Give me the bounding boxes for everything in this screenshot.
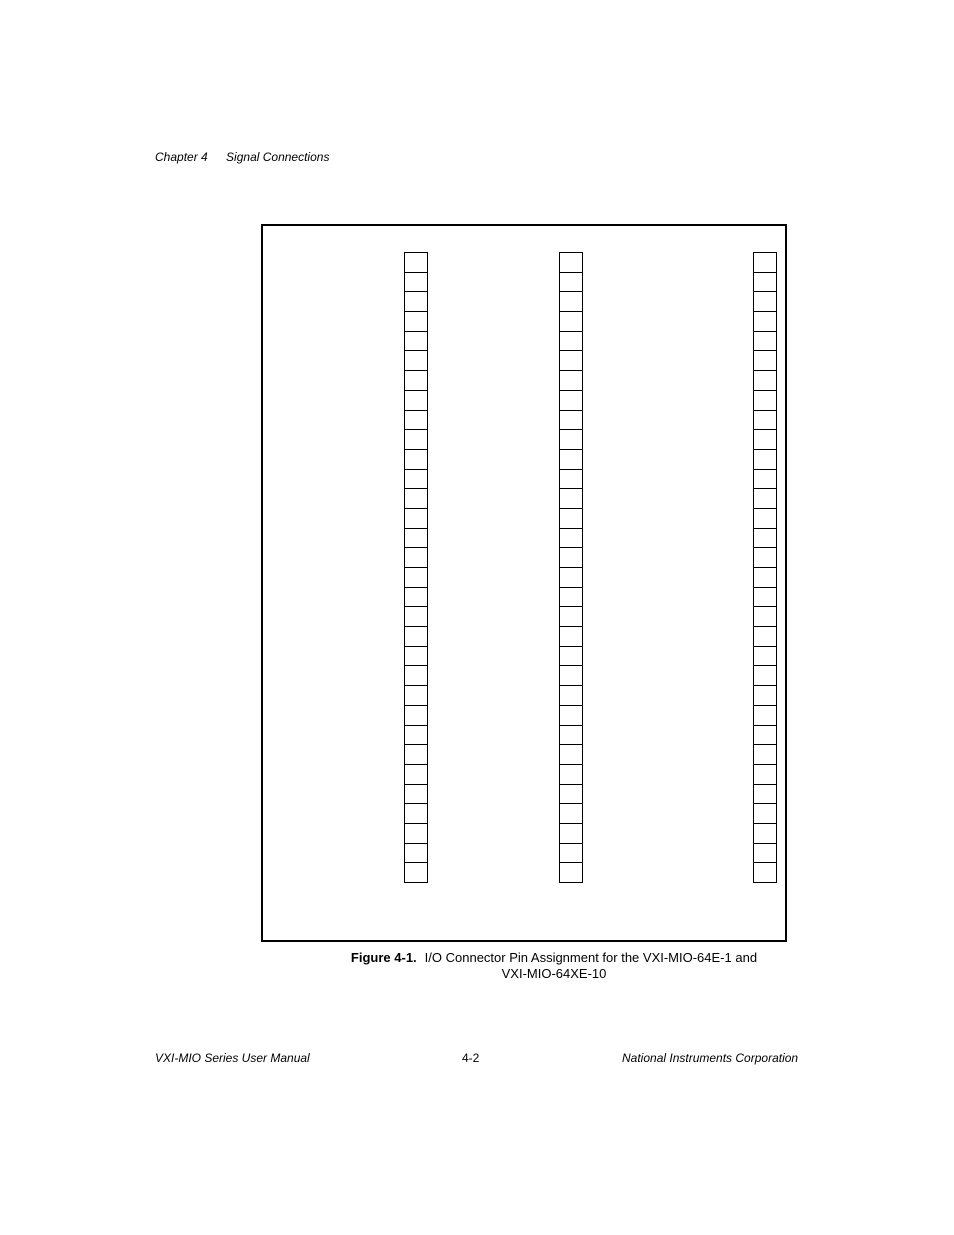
- connector-figure-frame: [261, 224, 787, 942]
- section-title: Signal Connections: [226, 150, 330, 164]
- connector-pin: [753, 626, 777, 647]
- connector-pin: [559, 764, 583, 785]
- connector-pin: [753, 449, 777, 470]
- connector-pin: [753, 272, 777, 293]
- connector-pin: [753, 410, 777, 431]
- connector-pin: [753, 469, 777, 490]
- connector-pin: [753, 528, 777, 549]
- connector-pin: [559, 725, 583, 746]
- connector-pin: [404, 311, 428, 332]
- connector-pin: [559, 823, 583, 844]
- chapter-label: Chapter 4: [155, 150, 208, 164]
- connector-pin: [404, 646, 428, 667]
- connector-pin: [753, 567, 777, 588]
- connector-pin: [753, 843, 777, 864]
- connector-pin: [559, 646, 583, 667]
- figure-caption: [254, 950, 854, 982]
- connector-pin: [404, 350, 428, 371]
- connector-pin: [404, 587, 428, 608]
- connector-pin: [753, 508, 777, 529]
- connector-pin: [404, 725, 428, 746]
- caption-line-1: I/O Connector Pin Assignment for the VXI-MIO-64E-1 and: [424, 950, 758, 965]
- connector-pin: [404, 567, 428, 588]
- figure-label: Figure 4-1.: [350, 950, 417, 965]
- connector-pin: [404, 547, 428, 568]
- connector-pin: [559, 370, 583, 391]
- connector-pin: [559, 252, 583, 273]
- connector-pin: [753, 646, 777, 667]
- connector-pin: [559, 410, 583, 431]
- connector-pin: [404, 390, 428, 411]
- connector-pin: [753, 547, 777, 568]
- connector-pin: [559, 784, 583, 805]
- pin-column-middle: [559, 252, 583, 883]
- connector-pin: [559, 547, 583, 568]
- connector-pin: [753, 606, 777, 627]
- connector-pin: [559, 311, 583, 332]
- connector-pin: [559, 272, 583, 293]
- connector-pin: [753, 311, 777, 332]
- connector-pin: [404, 685, 428, 706]
- connector-pin: [753, 823, 777, 844]
- page-header: [155, 150, 329, 164]
- pin-column-left: [404, 252, 428, 883]
- connector-pin: [404, 665, 428, 686]
- connector-pin: [404, 291, 428, 312]
- connector-pin: [753, 705, 777, 726]
- connector-pin: [404, 823, 428, 844]
- connector-pin: [404, 626, 428, 647]
- connector-pin: [559, 291, 583, 312]
- connector-pin: [559, 488, 583, 509]
- connector-pin: [753, 370, 777, 391]
- connector-pin: [753, 390, 777, 411]
- connector-pin: [404, 606, 428, 627]
- connector-pin: [753, 331, 777, 352]
- connector-pin: [559, 449, 583, 470]
- connector-pin: [559, 528, 583, 549]
- connector-pin: [559, 587, 583, 608]
- connector-pin: [753, 744, 777, 765]
- connector-pin: [404, 784, 428, 805]
- connector-pin: [404, 528, 428, 549]
- connector-pin: [559, 606, 583, 627]
- pin-column-right: [753, 252, 777, 883]
- connector-pin: [559, 862, 583, 883]
- connector-pin: [753, 685, 777, 706]
- connector-pin: [404, 764, 428, 785]
- connector-pin: [559, 685, 583, 706]
- connector-pin: [559, 665, 583, 686]
- connector-pin: [404, 705, 428, 726]
- connector-pin: [753, 665, 777, 686]
- connector-pin: [404, 449, 428, 470]
- connector-pin: [753, 488, 777, 509]
- connector-pin: [753, 764, 777, 785]
- connector-pin: [753, 252, 777, 273]
- connector-pin: [404, 843, 428, 864]
- connector-pin: [404, 862, 428, 883]
- connector-pin: [753, 725, 777, 746]
- connector-pin: [404, 803, 428, 824]
- connector-pin: [404, 744, 428, 765]
- connector-pin: [559, 331, 583, 352]
- connector-pin: [404, 370, 428, 391]
- connector-pin: [559, 567, 583, 588]
- connector-pin: [559, 803, 583, 824]
- connector-pin: [559, 744, 583, 765]
- footer-manual-title: VXI-MIO Series User Manual: [155, 1051, 310, 1065]
- connector-pin: [404, 429, 428, 450]
- caption-line-2: VXI-MIO-64XE-10: [501, 966, 607, 981]
- connector-pin: [753, 350, 777, 371]
- connector-pin: [404, 272, 428, 293]
- connector-pin: [559, 626, 583, 647]
- connector-pin: [404, 410, 428, 431]
- connector-pin: [404, 252, 428, 273]
- connector-pin: [404, 469, 428, 490]
- connector-pin: [559, 705, 583, 726]
- connector-pin: [753, 587, 777, 608]
- footer-page-number: 4-2: [462, 1051, 480, 1065]
- connector-pin: [559, 429, 583, 450]
- connector-pin: [753, 784, 777, 805]
- connector-pin: [404, 331, 428, 352]
- connector-pin: [753, 803, 777, 824]
- connector-pin: [559, 390, 583, 411]
- connector-pin: [559, 469, 583, 490]
- connector-pin: [753, 291, 777, 312]
- connector-pin: [404, 508, 428, 529]
- connector-pin: [404, 488, 428, 509]
- footer-company: National Instruments Corporation: [622, 1051, 799, 1065]
- connector-pin: [559, 843, 583, 864]
- connector-pin: [559, 508, 583, 529]
- connector-pin: [559, 350, 583, 371]
- connector-pin: [753, 429, 777, 450]
- connector-pin: [753, 862, 777, 883]
